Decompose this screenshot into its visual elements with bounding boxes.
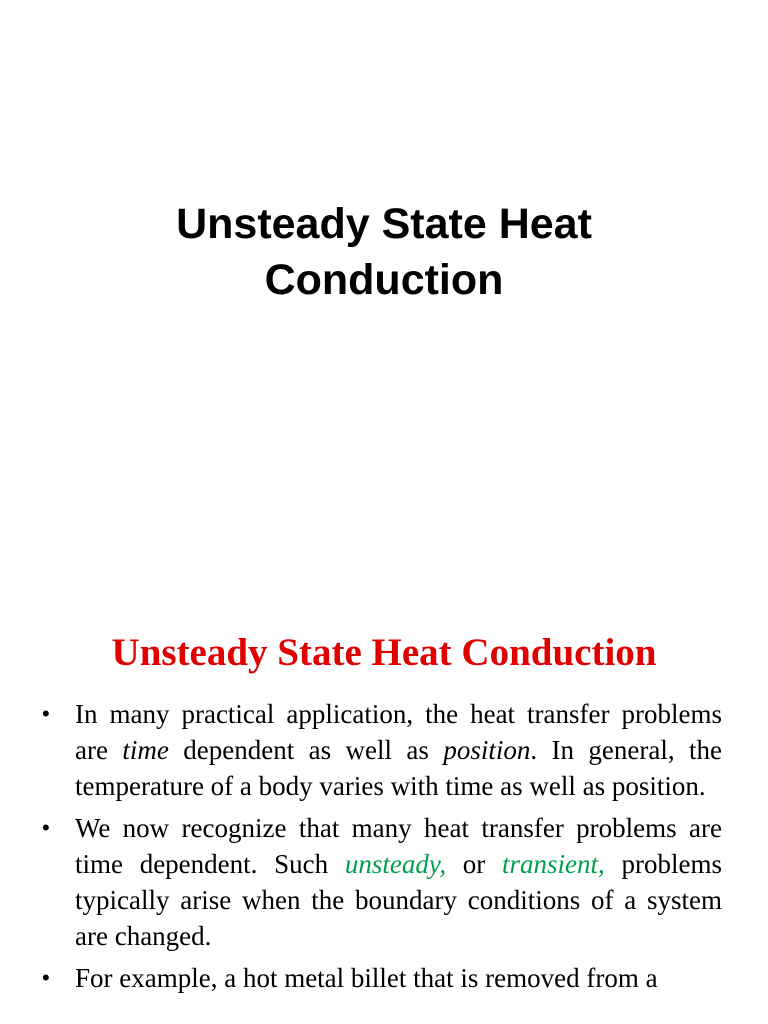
title-line-2: Conduction: [264, 256, 504, 304]
slide-content: [0, 576, 768, 1024]
bullet-item: [42, 960, 722, 996]
highlight-unsteady: unsteady,: [344, 849, 447, 879]
emphasis-time: time: [122, 735, 169, 765]
bullet-text: For example, a hot metal billet that is removed from a: [75, 963, 658, 993]
bullet-marker: •: [42, 815, 50, 840]
bullet-marker: •: [42, 965, 50, 990]
bullet-text: We now recognize that many heat transfer problems are time dependent. Such: [75, 813, 722, 879]
content-heading: Unsteady State Heat Conduction: [111, 631, 657, 674]
bullet-item: [42, 696, 722, 804]
highlight-transient: transient,: [502, 849, 605, 879]
emphasis-position: position: [443, 735, 531, 765]
bullet-text: In many practical application, the heat transfer problems are: [75, 699, 722, 765]
bullet-text: . In general, the temperature of a body varies with time as well as position.: [75, 735, 723, 801]
bullet-text: dependent as well as: [168, 735, 444, 765]
bullet-text: or: [446, 849, 503, 879]
bullet-marker: •: [42, 701, 50, 726]
bullet-item: [42, 810, 722, 954]
bullet-text: problems typically arise when the boundary conditions of a system are changed.: [75, 849, 722, 951]
bullet-list: [42, 696, 722, 1002]
title-line-1: Unsteady State Heat: [176, 200, 592, 248]
slide-title-heading: [0, 196, 768, 308]
